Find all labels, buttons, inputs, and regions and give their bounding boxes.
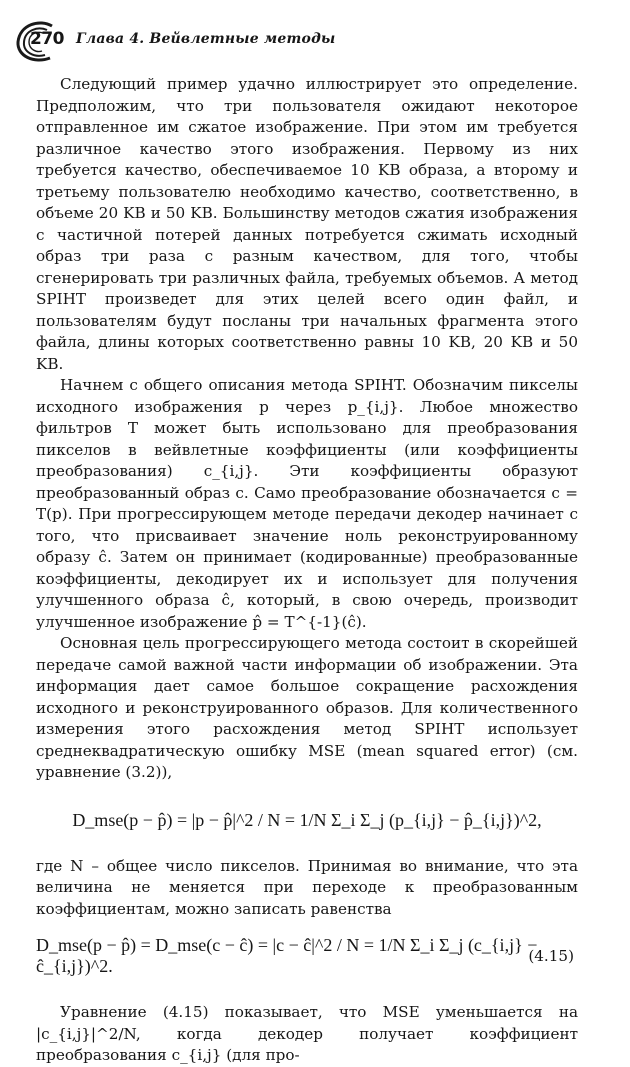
paragraph-4-text: где N – общее число пикселов. Принимая во внимание, что эта величина не меняется при переходе к преобразованным коэффициентам, можно записать равенства [36,856,578,918]
page-body [36,74,578,1067]
paragraph-1-text: Следующий пример удачно иллюстрирует это определение. Предположим, что три пользователя ожидают некоторое отправленное им сжатое изображение. При этом им требуется различное качество этого изображения. Первому из них требуется качество, обеспечиваемое 10 KB образа, а второму и третьему пользователю необходимо качество, соответственно, в объеме 20 KB и 50 KB. Большинству методов сжатия изображения с частичной потерей данных потребуется сжимать исходный образ три раза с разным качеством, для того, чтобы сгенерировать три различных файла, требуемых объемов. А метод SPIHT произведет для этих целей всего один файл, и пользователям будут посланы три начальных фрагмента этого файла, длины которых соответственно равны 10 KB, 20 KB и 50 KB. [36,75,578,373]
equation-number: (4.15) [528,947,574,965]
equation-mse-text: D_mse(p − p̂) = |p − p̂|^2 / N = 1/N Σ_i Σ_j (p_{i,j} − p̂_{i,j})^2, [72,810,542,830]
paragraph-4 [36,856,578,921]
paragraph-3 [36,633,578,784]
paragraph-2-text: Начнем с общего описания метода SPIHT. Обозначим пикселы исходного изображения p через p_{i,j}. Любое множество фильтров T может быть использовано для преобразования пикселов в вейвлетные коэффициенты (или коэффициенты преобразования) c_{i,j}. Эти коэффициенты образуют преобразованный образ c. Само преобразование обозначается c = T(p). При прогрессирующем методе передачи декодер начинает с того, что присваивает значение ноль реконструированному образу ĉ. Затем он принимает (кодированные) преобразованные коэффициенты, декодирует их и использует для получения улучшенного образа ĉ, который, в свою очередь, производит улучшенное изображение p̂ = T^{-1}(ĉ). [36,376,578,631]
page-number: 270 [30,29,64,49]
paragraph-5 [36,1002,578,1067]
equation-mse [36,786,578,856]
equation-4-15-text: D_mse(p − p̂) = D_mse(c − ĉ) = |c − ĉ|^2 / N = 1/N Σ_i Σ_j (c_{i,j} − ĉ_{i,j})^2. [36,935,538,976]
paragraph-5-text: Уравнение (4.15) показывает, что MSE уменьшается на |c_{i,j}|^2/N, когда декодер получает коэффициент преобразования c_{i,j} (для про- [36,1003,578,1064]
page-header [12,20,612,64]
paragraph-2 [36,375,578,633]
paragraph-3-text: Основная цель прогрессирующего метода состоит в скорейшей передаче самой важной части информации об изображении. Эта информация дает самое большое сокращение расхождения исходного и реконструированного образов. Для количественного измерения этого расхождения метод SPIHT использует среднеквадратическую ошибку MSE (mean squared error) (см. уравнение (3.2)), [36,634,578,781]
paragraph-1 [36,74,578,375]
chapter-title: Глава 4. Вейвлетные методы [76,31,336,47]
equation-4-15 [36,920,578,992]
